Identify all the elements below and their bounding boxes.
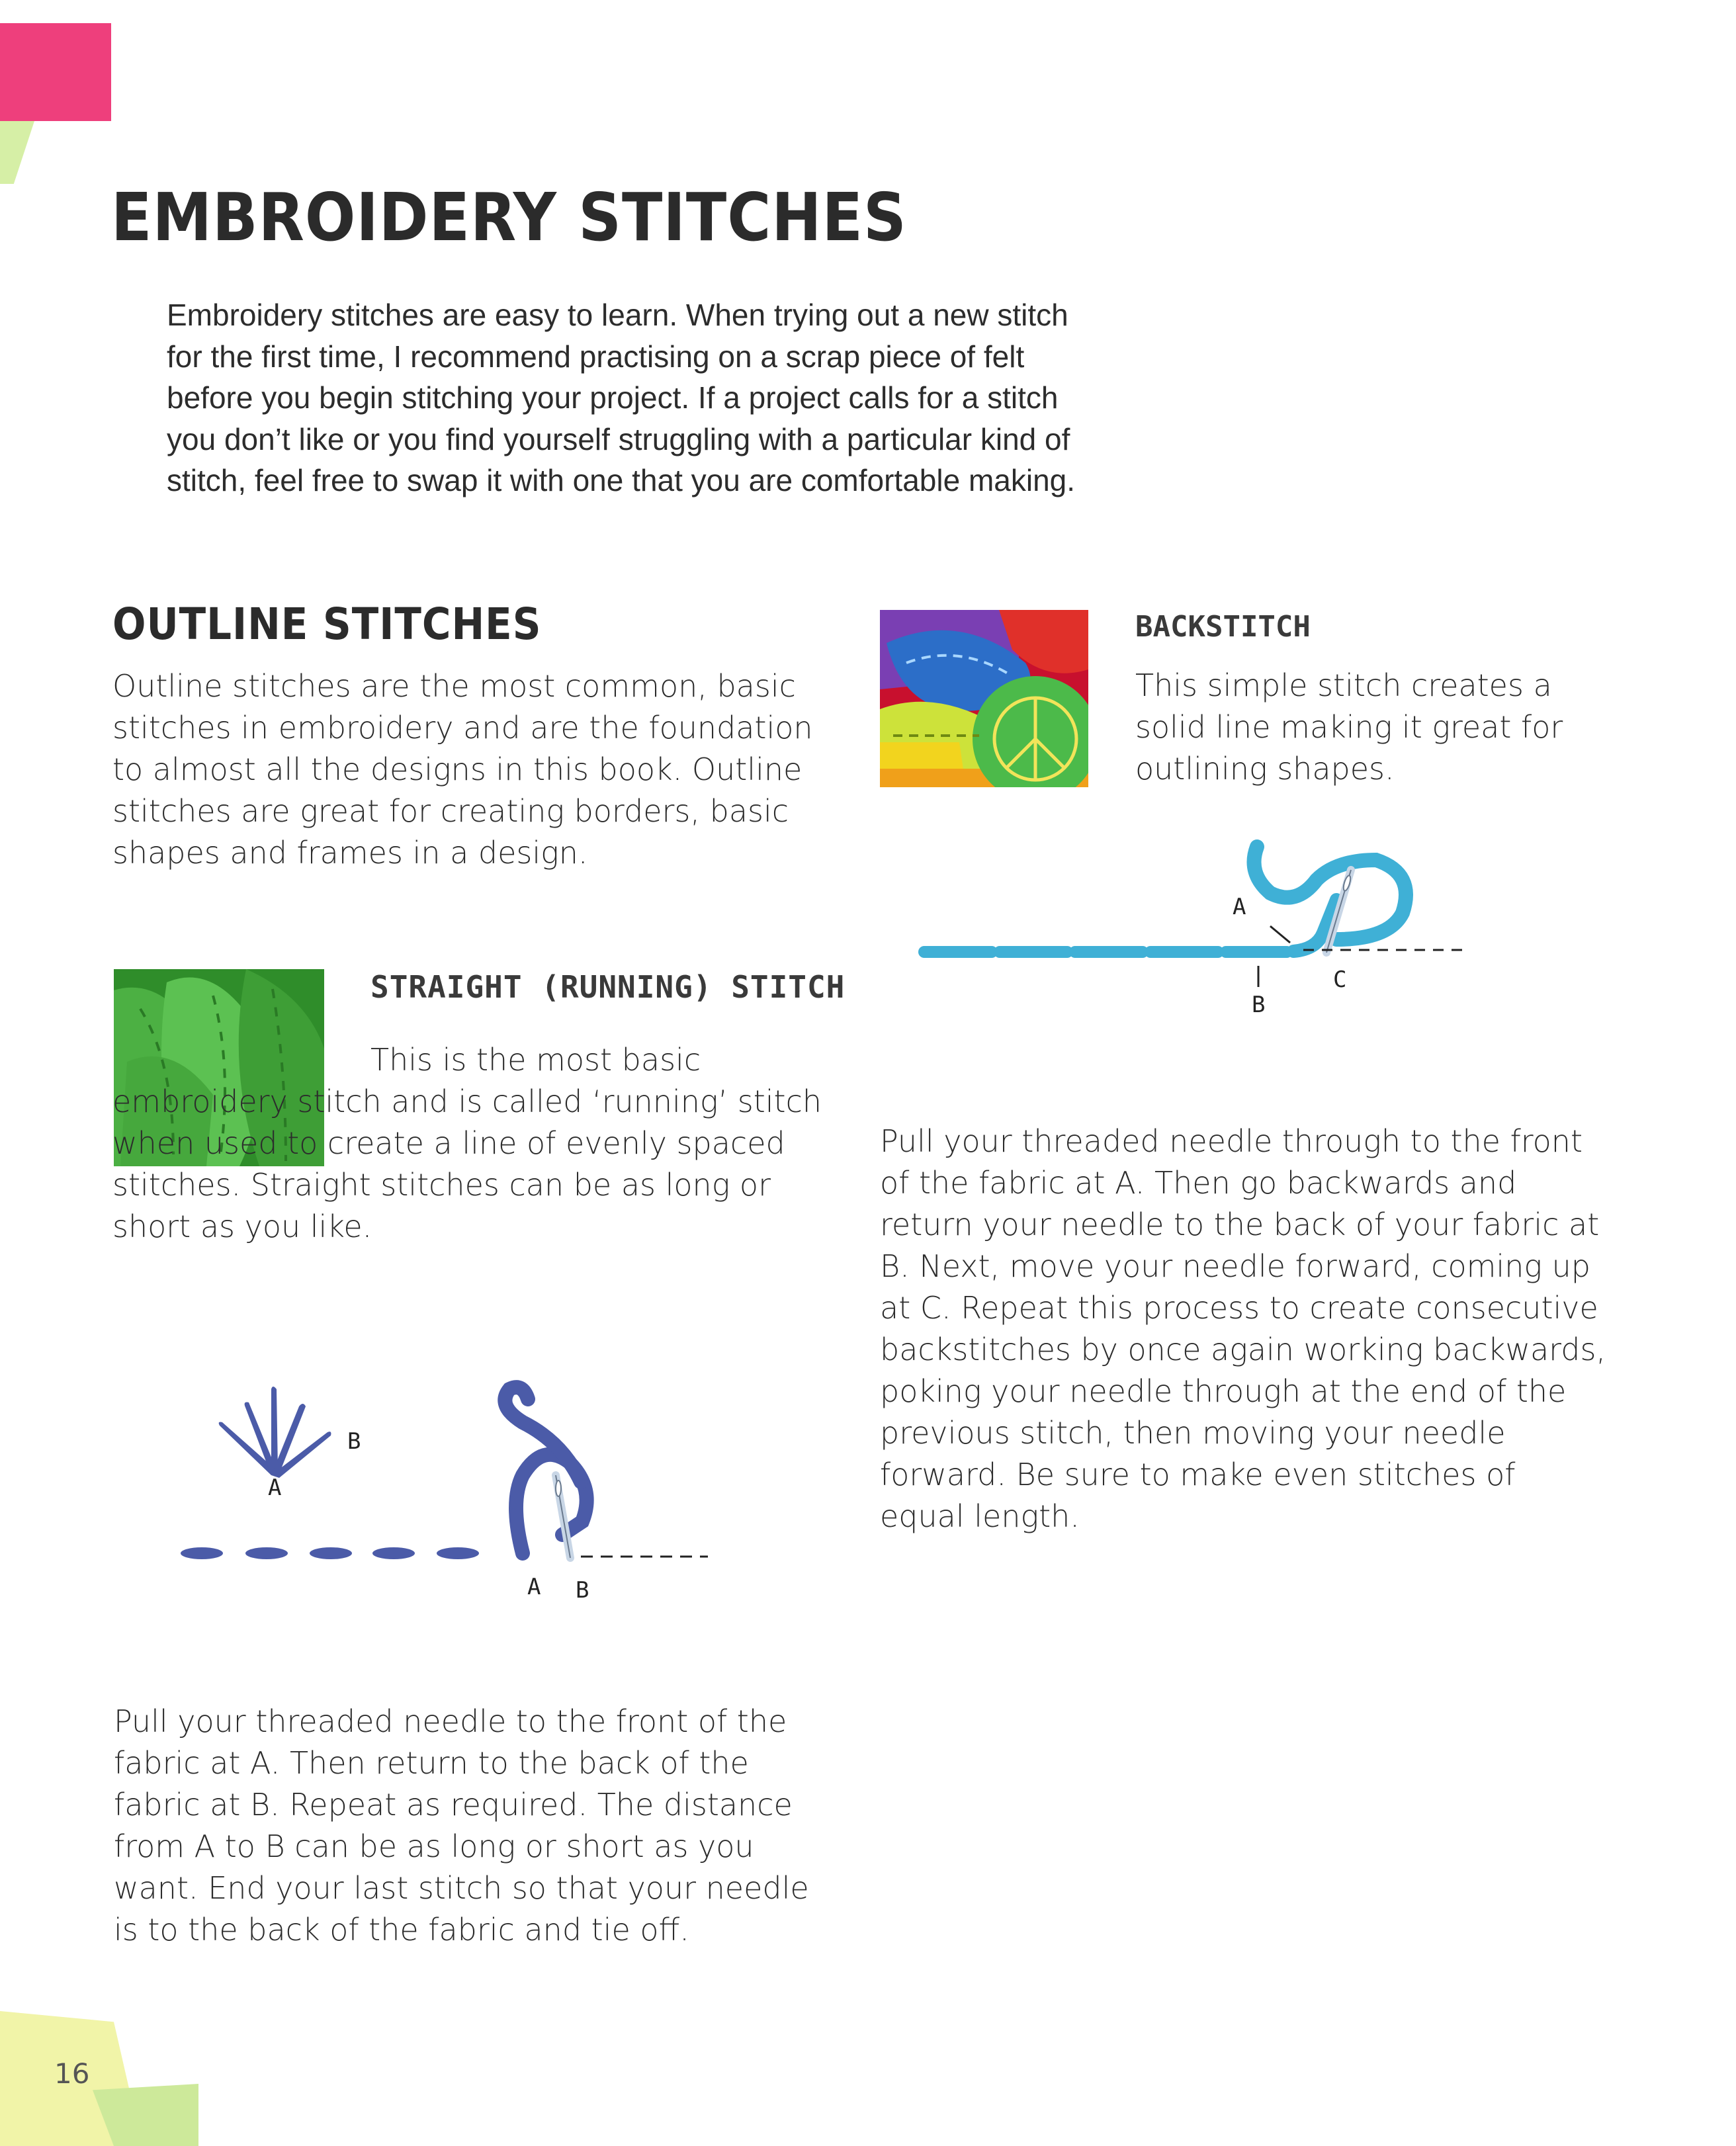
straight-instructions-paragraph: Pull your threaded needle to the front of the fabric at A. Then return to the back of the fabric at B. Repeat as required. The distance from A to B can be as long or short as you want. End your last stitch so that your needle is to the back of the fabric and tie off. (114, 1703, 809, 1948)
backstitch-line (918, 946, 1293, 958)
outline-heading: OUTLINE STITCHES (112, 599, 542, 650)
backstitch-heading: BACKSTITCH (1135, 610, 1311, 644)
straight-stitch-diagram (165, 1369, 721, 1614)
backstitch-instructions-paragraph: Pull your threaded needle through to the front of the fabric at A. Then go backwards and return your needle to the back of your fabric at B. Next, move your needle forward, coming up at C. Repeat this process to create consecutive backstitches by once again working backwards, poking your needle through at the end of the previous stitch, then moving your needle forward. Be sure to make even stitches of equal length. (880, 1123, 1606, 1534)
label-a: A (1233, 894, 1246, 920)
label-b: B (1252, 992, 1266, 1018)
page-number: 16 (54, 2057, 90, 2090)
fan-label-b: B (347, 1428, 361, 1455)
intro-paragraph: Embroidery stitches are easy to learn. When trying out a new stitch for the first time, I recommend practising on a scrap piece of felt before you begin stitching your project. If a project calls for a stitch you don’t like or you find yourself struggling with a particular kind of stitch, feel free to swap it with one that you are comfortable making. (167, 298, 1076, 497)
label-c: C (1333, 966, 1347, 993)
outline-paragraph: Outline stitches are the most common, basic stitches in embroidery and are the foundation to almost all the designs in this book. Outline stitches are great for creating borders, basic shapes and frames in a design. (112, 668, 813, 871)
line-label-b: B (576, 1577, 589, 1604)
fan-stitch (219, 1387, 331, 1478)
line-label-a: A (527, 1574, 541, 1600)
needle-icon (556, 1475, 570, 1558)
backstitch-diagram (913, 834, 1482, 1032)
straight-intro-paragraph: This is the most basic embroidery stitch and is called ‘running’ stitch when used to create a line of evenly spaced stitches. Straight stitches can be as long or short as you like. (112, 1042, 822, 1244)
page-title: EMBROIDERY STITCHES (111, 179, 907, 256)
backstitch-intro-paragraph: This simple stitch creates a solid line making it great for outlining shapes. (1135, 667, 1563, 787)
pink-tab (0, 23, 111, 121)
running-stitches (181, 1547, 479, 1559)
green-tab (0, 121, 34, 184)
felt-flower-photo (880, 610, 1088, 787)
fan-label-a: A (268, 1475, 282, 1501)
straight-stitch-heading: STRAIGHT (RUNNING) STITCH (370, 969, 846, 1005)
